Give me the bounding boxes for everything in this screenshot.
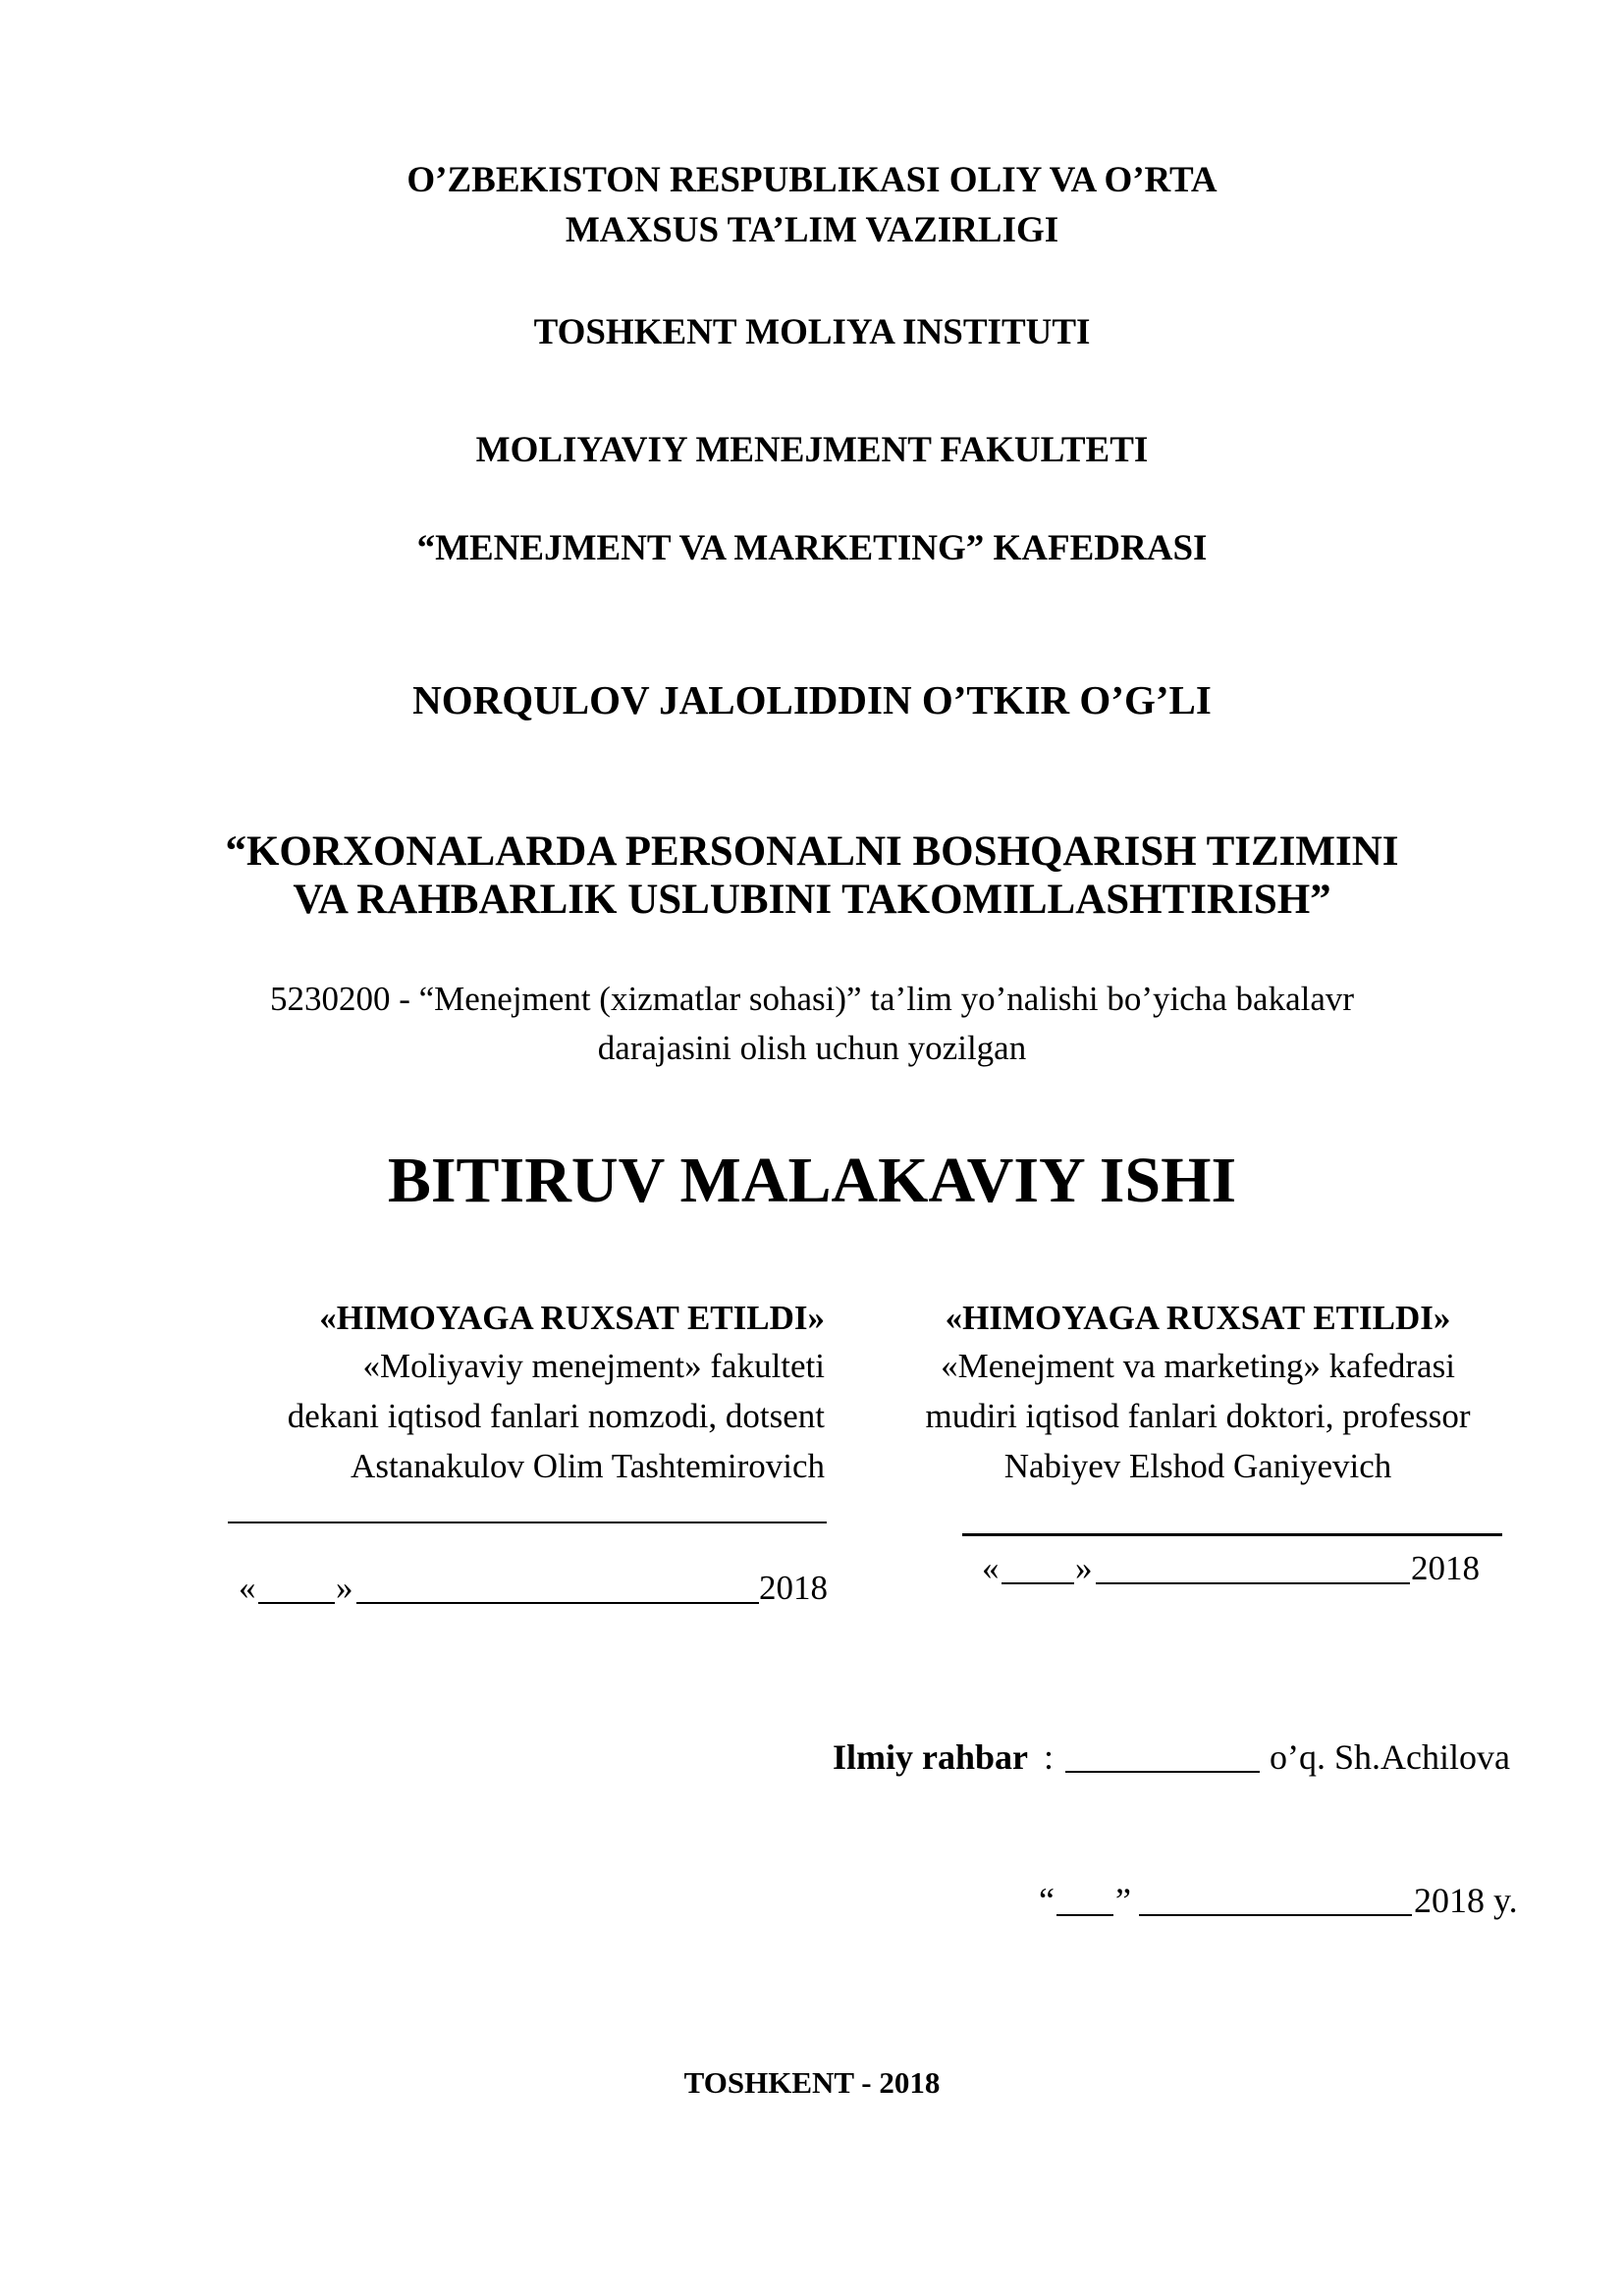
supervisor-signature-line — [1065, 1771, 1260, 1773]
signature-date-year: 2018 y. — [1414, 1881, 1518, 1920]
supervisor-label: Ilmiy rahbar — [833, 1737, 1029, 1777]
supervisor-colon: : — [1044, 1737, 1055, 1777]
approval-right-line-2: mudiri iqtisod fanlari doktori, professor — [925, 1397, 1471, 1435]
approval-left-signature-line — [228, 1522, 827, 1523]
approval-right-heading: «HIMOYAGA RUXSAT ETILDI» — [945, 1299, 1451, 1337]
approval-left-date-close: » — [336, 1569, 353, 1607]
topic-line-1: “KORXONALARDA PERSONALNI BOSHQARISH TIZIMINI — [225, 828, 1399, 875]
approval-right-date-close: » — [1075, 1549, 1093, 1587]
approval-left-line-2: dekani iqtisod fanlari nomzodi, dotsent — [287, 1397, 825, 1435]
approval-left-date-open: « — [239, 1569, 256, 1607]
approval-right-day-blank — [1001, 1582, 1074, 1584]
approval-right-line-3: Nabiyev Elshod Ganiyevich — [1003, 1447, 1392, 1485]
approval-right-date-open: « — [982, 1549, 1000, 1587]
author-name: NORQULOV JALOLIDDIN O’TKIR O’G’LI — [412, 677, 1212, 722]
approval-left-day-blank — [258, 1602, 335, 1604]
signature-date-quote-close: ” — [1115, 1881, 1131, 1920]
faculty-name: MOLIYAVIY MENEJMENT FAKULTETI — [475, 430, 1149, 470]
footer-city-year: TOSHKENT - 2018 — [683, 2065, 941, 2100]
approval-right-year: 2018 — [1411, 1549, 1480, 1587]
ministry-line-2: MAXSUS TA’LIM VAZIRLIGI — [565, 210, 1059, 250]
signature-date-quote-open: “ — [1039, 1881, 1055, 1920]
ministry-line-1: O’ZBEKISTON RESPUBLIKASI OLIY VA O’RTA — [406, 160, 1218, 200]
approval-left-line-1: «Moliyaviy menejment» fakulteti — [362, 1347, 825, 1385]
signature-month-blank — [1139, 1914, 1412, 1916]
institute-name: TOSHKENT MOLIYA INSTITUTI — [533, 312, 1091, 352]
approval-right-line-1: «Menejment va marketing» kafedrasi — [941, 1347, 1455, 1385]
supervisor-name: o’q. Sh.Achilova — [1270, 1737, 1510, 1777]
approval-left-heading: «HIMOYAGA RUXSAT ETILDI» — [319, 1299, 825, 1337]
document-type-title: BITIRUV MALAKAVIY ISHI — [387, 1145, 1237, 1216]
topic-line-2: VA RAHBARLIK USLUBINI TAKOMILLASHTIRISH” — [293, 877, 1331, 923]
approval-left-line-3: Astanakulov Olim Tashtemirovich — [351, 1447, 825, 1485]
signature-day-blank — [1056, 1914, 1113, 1916]
department-name: “MENEJMENT VA MARKETING” KAFEDRASI — [416, 528, 1208, 568]
approval-left-year: 2018 — [759, 1569, 828, 1607]
approval-left-month-blank — [356, 1602, 759, 1604]
subtitle-line-2: darajasini olish uchun yozilgan — [597, 1029, 1027, 1067]
subtitle-line-1: 5230200 - “Menejment (xizmatlar sohasi)” ta’lim yo’nalishi bo’yicha bakalavr — [269, 980, 1355, 1018]
approval-right-signature-line — [962, 1533, 1502, 1536]
approval-right-month-blank — [1096, 1582, 1410, 1584]
